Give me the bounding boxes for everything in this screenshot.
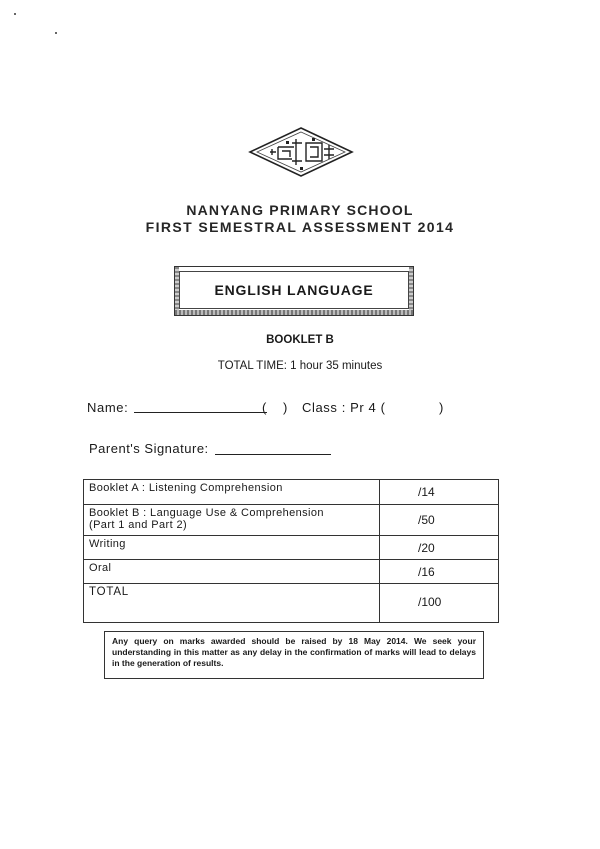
class-close: ) — [439, 400, 444, 415]
total-time: TOTAL TIME: 1 hour 35 minutes — [217, 360, 383, 372]
scan-speck — [55, 32, 57, 34]
subject-inner-box — [179, 271, 409, 309]
row-score: /100 — [380, 584, 499, 623]
register-number-open: ( — [262, 400, 267, 415]
subject-box-shade-bottom — [175, 310, 413, 315]
row-label: Writing — [84, 536, 380, 560]
signature-field[interactable] — [215, 454, 331, 455]
class-label: Class : Pr 4 ( — [302, 400, 386, 415]
table-row — [84, 480, 499, 505]
row-label: TOTAL — [84, 584, 380, 623]
signature-label: Parent's Signature: — [89, 441, 209, 456]
subject-box-shade-right — [409, 267, 413, 315]
subject-title: ENGLISH LANGUAGE — [214, 282, 374, 298]
row-label: Booklet B : Language Use & Comprehension (Part 1 and Part 2) — [84, 505, 380, 536]
row-label: Booklet A : Listening Comprehension — [84, 480, 380, 505]
row-label: Oral — [84, 560, 380, 584]
table-row — [84, 536, 499, 560]
table-row — [84, 560, 499, 584]
register-number-close: ) — [283, 400, 288, 415]
table-row — [84, 505, 499, 536]
table-row — [84, 584, 499, 623]
name-label: Name: — [87, 400, 129, 415]
school-crest-icon — [248, 127, 354, 177]
booklet-label: BOOKLET B — [266, 334, 334, 346]
marks-table — [83, 479, 499, 623]
school-name: NANYANG PRIMARY SCHOOL — [186, 202, 414, 218]
subject-box — [174, 266, 414, 316]
notice-box: Any query on marks awarded should be raised by 18 May 2014. We seek your understanding in this matter as any delay in the confirmation of marks will lead to delays in the generation of results. — [104, 631, 484, 679]
row-score: /20 — [380, 536, 499, 560]
row-score: /16 — [380, 560, 499, 584]
scan-speck — [14, 13, 16, 15]
signature-row — [89, 441, 209, 456]
name-field[interactable] — [134, 412, 267, 413]
row-score: /50 — [380, 505, 499, 536]
assessment-title: FIRST SEMESTRAL ASSESSMENT 2014 — [145, 219, 455, 235]
row-score: /14 — [380, 480, 499, 505]
